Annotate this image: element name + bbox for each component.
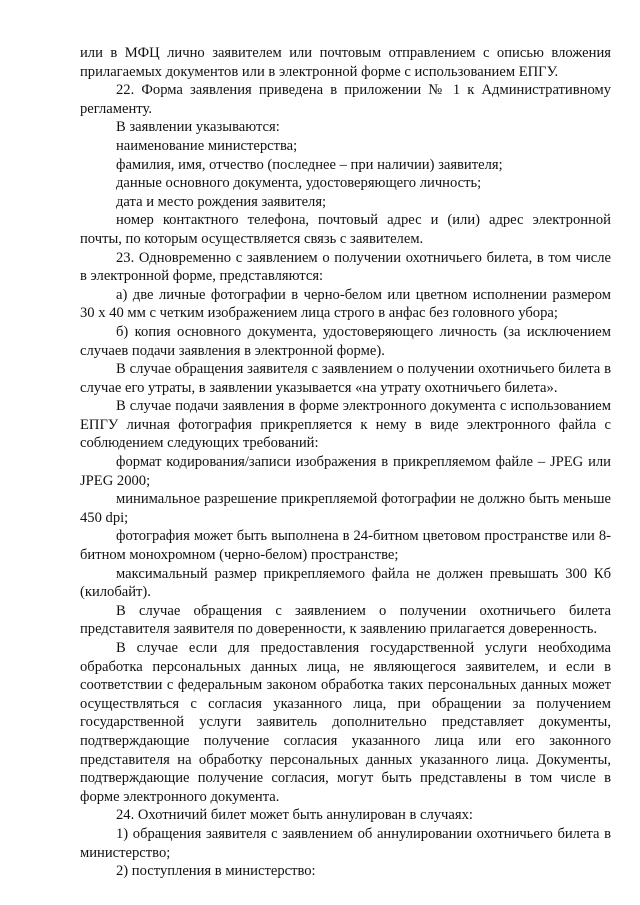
list-item-photos: а) две личные фотографии в черно-белом или цветном исполнении размером 30 х 40 мм с четким изображением лица строго в анфас без головного убора; xyxy=(80,286,611,322)
document-page xyxy=(80,44,611,881)
paragraph-24: 24. Охотничий билет может быть аннулирован в случаях: xyxy=(116,807,473,824)
requirement-color-space: фотография может быть выполнена в 24-битном цветовом пространстве или 8-битном монохромном (черно-белом) пространстве; xyxy=(80,528,611,564)
paragraph-representative: В случае обращения с заявлением о получении охотничьего билета представителя заявителя по доверенности, к заявлению прилагается доверенность. xyxy=(80,602,611,638)
list-item-id-document: данные основного документа, удостоверяющего личность; xyxy=(116,175,482,192)
list-item-ministry-receipt: 2) поступления в министерство: xyxy=(116,863,316,880)
list-item-cancellation-request: 1) обращения заявителя с заявлением об аннулировании охотничьего билета в министерство; xyxy=(80,825,611,861)
requirement-format: формат кодирования/записи изображения в прикрепляемом файле – JPEG или JPEG 2000; xyxy=(80,454,611,489)
requirement-file-size: максимальный размер прикрепляемого файла не должен превышать 300 Кб (килобайт). xyxy=(80,565,611,601)
list-item-contacts: номер контактного телефона, почтовый адрес и (или) адрес электронной почты, по которым осуществляется связь с заявителем. xyxy=(80,212,611,247)
list-item-id-copy: б) копия основного документа, удостоверяющего личность (за исключением случаев подачи заявления в электронной форме). xyxy=(80,323,611,359)
list-item-ministry-name: наименование министерства; xyxy=(116,137,298,154)
paragraph-continuation: или в МФЦ лично заявителем или почтовым отправлением с описью вложения прилагаемых документов или в электронной форме с использованием ЕПГУ. xyxy=(80,45,611,80)
list-item-birth: дата и место рождения заявителя; xyxy=(116,193,327,210)
paragraph-electronic-submission: В случае подачи заявления в форме электронного документа с использованием ЕПГУ личная фотография прикрепляется к нему в виде электронного файла с соблюдением следующих требований: xyxy=(80,398,611,452)
paragraph-22: 22. Форма заявления приведена в приложении № 1 к Административному регламенту. xyxy=(80,82,611,117)
paragraph-application-contents: В заявлении указываются: xyxy=(116,119,280,136)
paragraph-personal-data-consent: В случае если для предоставления государственной услуги необходима обработка персональных данных лица, не являющегося заявителем, и если в соответствии с федеральным законом обработка таких персональных данных может осуществляться с согласия указанного лица, при обращении за получением государственной услуги заявитель дополнительно представляет документы, подтверждающие получение согласия указанного лица или его законного представителя на обработку персональных данных указанного лица. Документы, подтверждающие получение согласия, могут быть представлены в том числе в форме электронного документа. xyxy=(80,640,611,805)
paragraph-23: 23. Одновременно с заявлением о получении охотничьего билета, в том числе в электронной форме, представляются: xyxy=(80,249,611,285)
paragraph-loss-case: В случае обращения заявителя с заявлением о получении охотничьего билета в случае его утраты, в заявлении указывается «на утрату охотничьего билета». xyxy=(80,361,611,396)
list-item-full-name: фамилия, имя, отчество (последнее – при наличии) заявителя; xyxy=(116,156,503,173)
requirement-resolution: минимальное разрешение прикрепляемой фотографии не должно быть меньше 450 dpi; xyxy=(80,491,611,526)
